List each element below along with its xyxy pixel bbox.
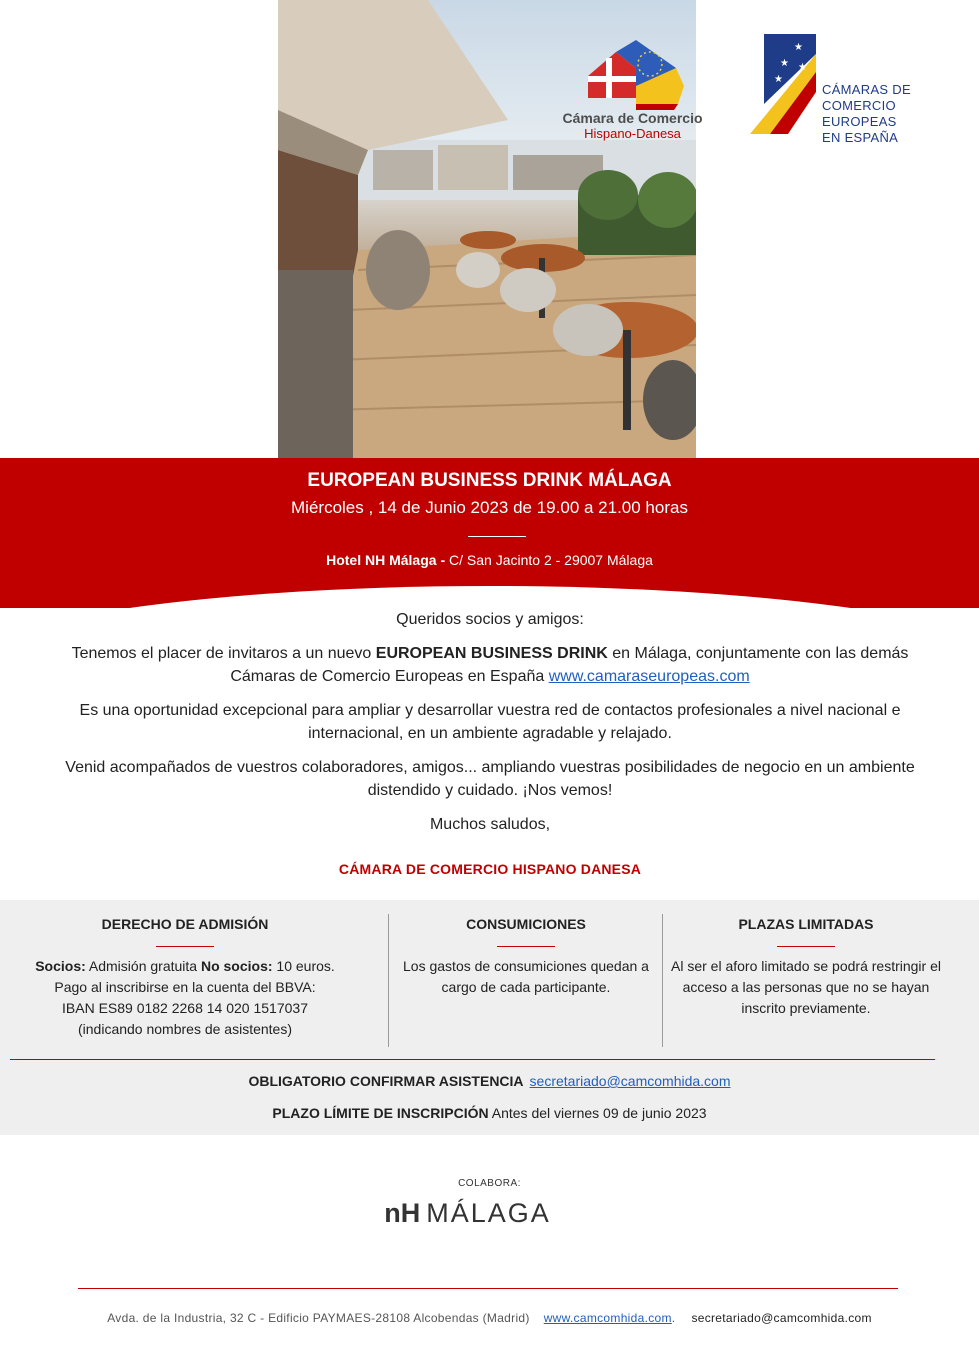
paragraph-invite: Venid acompañados de vuestros colaboradores, amigos... ampliando vuestras posibilidades de negocio en un ambiente distendido y cuidado. ¡Nos vemos! (65, 759, 915, 799)
signature: CÁMARA DE COMERCIO HISPANO DANESA (338, 861, 642, 877)
footer-website-link[interactable]: www.camcomhida.com (543, 1311, 672, 1325)
event-date: Miércoles , 14 de Junio 2023 de 19.00 a 21.00 horas (291, 498, 688, 517)
paragraph-opportunity: Es una oportunidad excepcional para ampliar y desarrollar vuestra red de contactos profesionales a nivel nacional e internacional, en un ambiente agradable y relajado. (79, 702, 901, 742)
consumption-text: Los gastos de consumiciones quedan a cargo de cada participante. (403, 958, 649, 995)
column-divider (388, 914, 389, 1047)
logo-camaras-text (822, 82, 972, 146)
footer (0, 1311, 979, 1325)
admission-column (10, 914, 360, 1040)
footer-address: Avda. de la Industria, 32 C - Edificio PAYMAES-28108 Alcobendas (Madrid) (107, 1311, 530, 1325)
deadline-text: Antes del viernes 09 de junio 2023 (488, 1105, 707, 1121)
confirm-label: OBLIGATORIO CONFIRMAR ASISTENCIA (248, 1073, 524, 1089)
svg-text:★: ★ (798, 62, 807, 73)
logo-danesa-line2: Hispano-Danesa (584, 126, 681, 141)
admission-title: DERECHO DE ADMISIÓN (101, 916, 269, 932)
logo-camaras-line1: CÁMARAS DE (822, 82, 911, 97)
members-label: Socios: (35, 958, 86, 974)
nonmembers-text: 10 euros. (272, 958, 335, 974)
logo-camaras-line3: EN ESPAÑA (822, 130, 899, 145)
consumption-divider (497, 946, 555, 947)
eu-spain-flag-icon (750, 32, 820, 136)
logo-camara-hispano-danesa (545, 38, 720, 148)
attendees-note: (indicando nombres de asistentes) (77, 1021, 292, 1037)
places-text: Al ser el aforo limitado se podrá restringir el acceso a las personas que no se hayan inscrito previamente. (670, 958, 941, 1016)
places-divider (777, 946, 835, 947)
iban-line: IBAN ES89 0182 2268 14 020 1517037 (62, 1000, 308, 1016)
footer-divider (78, 1288, 898, 1289)
invitation-letter (40, 608, 940, 892)
panel-divider (10, 1059, 935, 1060)
info-panel (0, 900, 979, 1135)
event-title: EUROPEAN BUSINESS DRINK MÁLAGA (307, 470, 672, 491)
footer-email: secretariado@camcomhida.com (691, 1311, 872, 1325)
house-flags-icon (578, 38, 688, 110)
venue-name: Hotel NH Málaga - (326, 552, 449, 568)
registration-deadline (0, 1105, 979, 1121)
logo-camaras-europeas (750, 32, 970, 145)
footer-website-suffix: . (671, 1311, 676, 1325)
nh-logo-mark: nH (384, 1198, 421, 1228)
banner-divider (468, 536, 526, 537)
svg-text:★: ★ (774, 74, 783, 85)
admission-prices (10, 956, 360, 977)
deadline-label: PLAZO LÍMITE DE INSCRIPCIÓN (272, 1105, 489, 1121)
consumption-title: CONSUMICIONES (466, 916, 586, 932)
svg-text:★: ★ (780, 58, 789, 69)
confirm-email-link[interactable]: secretariado@camcomhida.com (529, 1073, 731, 1089)
logo-danesa-line1: Cámara de Comercio (562, 110, 703, 126)
event-banner (0, 458, 979, 608)
nonmembers-label: No socios: (200, 958, 273, 974)
sponsor-label: COLABORA: (458, 1178, 521, 1189)
venue-address: C/ San Jacinto 2 - 29007 Málaga (449, 552, 653, 568)
intro-event-name: EUROPEAN BUSINESS DRINK (375, 645, 608, 662)
camaraseuropeas-link[interactable]: www.camaraseuropeas.com (548, 668, 750, 685)
logo-camaras-line2: COMERCIO EUROPEAS (822, 98, 897, 129)
admission-divider (156, 946, 214, 947)
nh-logo-city: MÁLAGA (426, 1198, 551, 1228)
column-divider (662, 914, 663, 1047)
places-column (670, 914, 942, 1019)
places-title: PLAZAS LIMITADAS (738, 916, 874, 932)
paragraph-intro (40, 642, 940, 688)
members-text: Admisión gratuita (85, 958, 201, 974)
nh-malaga-logo (0, 1198, 935, 1229)
closing: Muchos saludos, (429, 816, 551, 833)
intro-text-end: en Málaga, conjuntamente con las demás Cámaras de Comercio Europeas en España (230, 645, 909, 685)
consumption-column (395, 914, 657, 998)
greeting: Queridos socios y amigos: (396, 611, 584, 628)
confirm-attendance (0, 1073, 979, 1089)
svg-text:★: ★ (794, 42, 803, 53)
intro-text-start: Tenemos el placer de invitaros a un nuevo (71, 645, 376, 662)
event-venue (0, 552, 979, 568)
payment-line: Pago al inscribirse en la cuenta del BBVA: (54, 979, 316, 995)
